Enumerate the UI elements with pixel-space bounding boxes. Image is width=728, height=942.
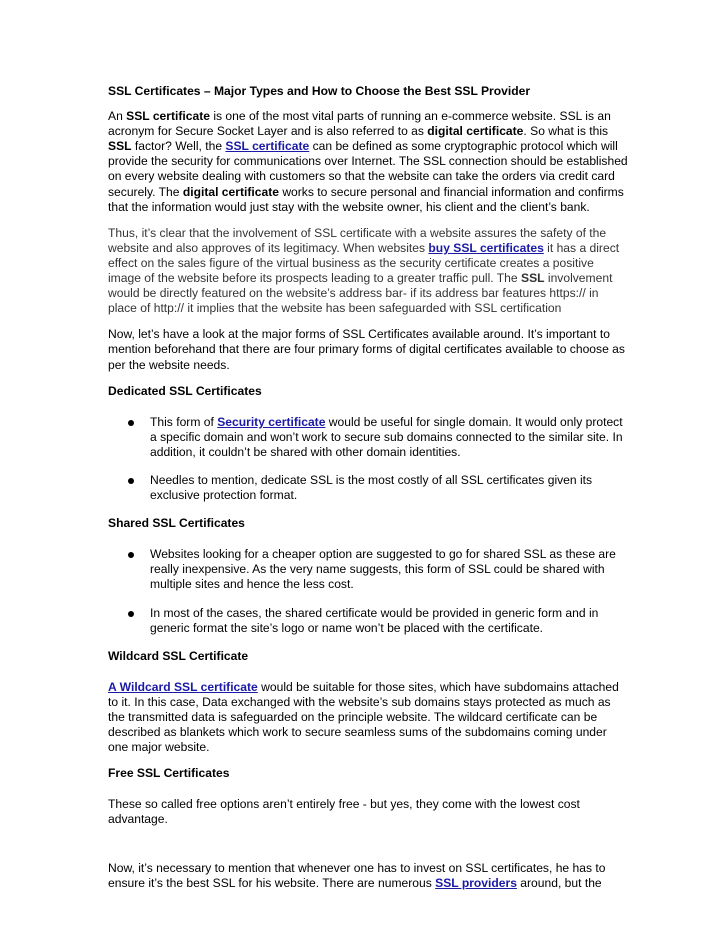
safety-paragraph: [108, 226, 628, 317]
text-run: Websites looking for a cheaper option are suggested to go for shared SSL as these are really inexpensive. As the very name suggests, this form of SSL could be shared with multiple sites and hence the less cost.: [150, 547, 616, 592]
text-run: Now, it’s necessary to mention that whenever one has to invest on SSL certificates, he has to ensure it’s the best SSL for his website. There are numerous: [108, 860, 606, 890]
bullet-icon: [128, 420, 134, 426]
section-heading-shared: Shared SSL Certificates: [108, 516, 245, 531]
bullet-icon: [128, 478, 134, 484]
bullet-icon: [128, 552, 134, 558]
text-run: factor? Well, the: [131, 139, 226, 154]
text-run: works to secure personal and financial information and confirms that the information would just stay with the website owner, his client and the client’s bank.: [108, 184, 624, 214]
bold-term: SSL: [521, 271, 545, 286]
list-item: [108, 473, 628, 503]
text-run: Thus, it’s clear that the involvement of SSL certificate with a website assures the safety of the website and also approves of its legitimacy. When websites: [108, 225, 607, 255]
closing-paragraph: [108, 861, 628, 891]
bold-term: digital certificate: [182, 184, 279, 199]
list-item: [108, 606, 628, 636]
document-title: SSL Certificates – Major Types and How to Choose the Best SSL Provider: [108, 84, 531, 98]
text-run: would be suitable for those sites, which have subdomains attached to it. In this case, Data exchanged with the website’s sub domains stays protected as much as the transmitted data is safeguarded on the principle website. The wildcard certificate can be described as blankets which work to secure seamless sums of the subdomains coming under one major website.: [108, 679, 619, 755]
section-heading-wildcard: Wildcard SSL Certificate: [108, 648, 249, 663]
wildcard-paragraph: [108, 680, 628, 755]
bold-term: digital certificate: [427, 124, 524, 139]
overview-paragraph: Now, let’s have a look at the major forms of SSL Certificates available around. It’s important to mention beforehand that there are four primary forms of digital certificates available to choose as per the website needs.: [108, 327, 625, 372]
free-paragraph: These so called free options aren’t entirely free - but yes, they come with the lowest cost advantage.: [108, 797, 580, 827]
text-run: In most of the cases, the shared certificate would be provided in generic form and in generic format the site’s logo or name won’t be placed with the certificate.: [150, 605, 599, 635]
list-item: [108, 547, 628, 592]
document-page: [108, 84, 628, 902]
text-run: An: [108, 109, 127, 124]
wildcard-ssl-certificate-link[interactable]: A Wildcard SSL certificate: [108, 679, 258, 694]
bold-term: SSL: [108, 139, 132, 154]
ssl-certificate-link[interactable]: SSL certificate: [225, 139, 310, 154]
buy-ssl-certificates-link[interactable]: buy SSL certificates: [428, 240, 544, 255]
spacer: [108, 839, 628, 861]
shared-list: [108, 547, 628, 635]
dedicated-list: [108, 415, 628, 503]
text-run: This form of: [150, 414, 218, 429]
ssl-providers-link[interactable]: SSL providers: [435, 875, 517, 890]
text-run: can be defined as some cryptographic protocol which will provide the security for communications over Internet. The SSL connection should be established on every website dealing with customers so that the website can take the orders via credit card securely. The: [108, 139, 628, 199]
section-heading-dedicated: Dedicated SSL Certificates: [108, 383, 262, 398]
intro-paragraph: [108, 109, 628, 215]
list-item: [108, 415, 628, 460]
security-certificate-link[interactable]: Security certificate: [217, 414, 326, 429]
text-run: . So what is this: [523, 124, 609, 139]
bold-term: SSL certificate: [126, 109, 210, 124]
section-heading-free: Free SSL Certificates: [108, 766, 230, 781]
text-run: involvement would be directly featured on the website’s address bar- if its address bar features https:// in place of http:// it implies that the website has been safeguarded with SSL certification: [108, 271, 613, 316]
text-run: Needles to mention, dedicate SSL is the most costly of all SSL certificates given its exclusive protection format.: [150, 472, 593, 503]
text-run: is one of the most vital parts of running an e-commerce website. SSL is an acronym for Secure Socket Layer and is also referred to as: [108, 109, 611, 139]
text-run: would be useful for single domain. It would only protect a specific domain and won’t work to secure sub domains connected to the similar site. In addition, it couldn’t be shared with other domain identities.: [150, 414, 623, 459]
text-run: around, but the: [516, 875, 602, 890]
bullet-icon: [128, 611, 134, 617]
text-run: it has a direct effect on the sales figure of the virtual business as the security certificate creates a positive image of the website before its prospects leading to a greater traffic pull. The: [108, 240, 620, 286]
